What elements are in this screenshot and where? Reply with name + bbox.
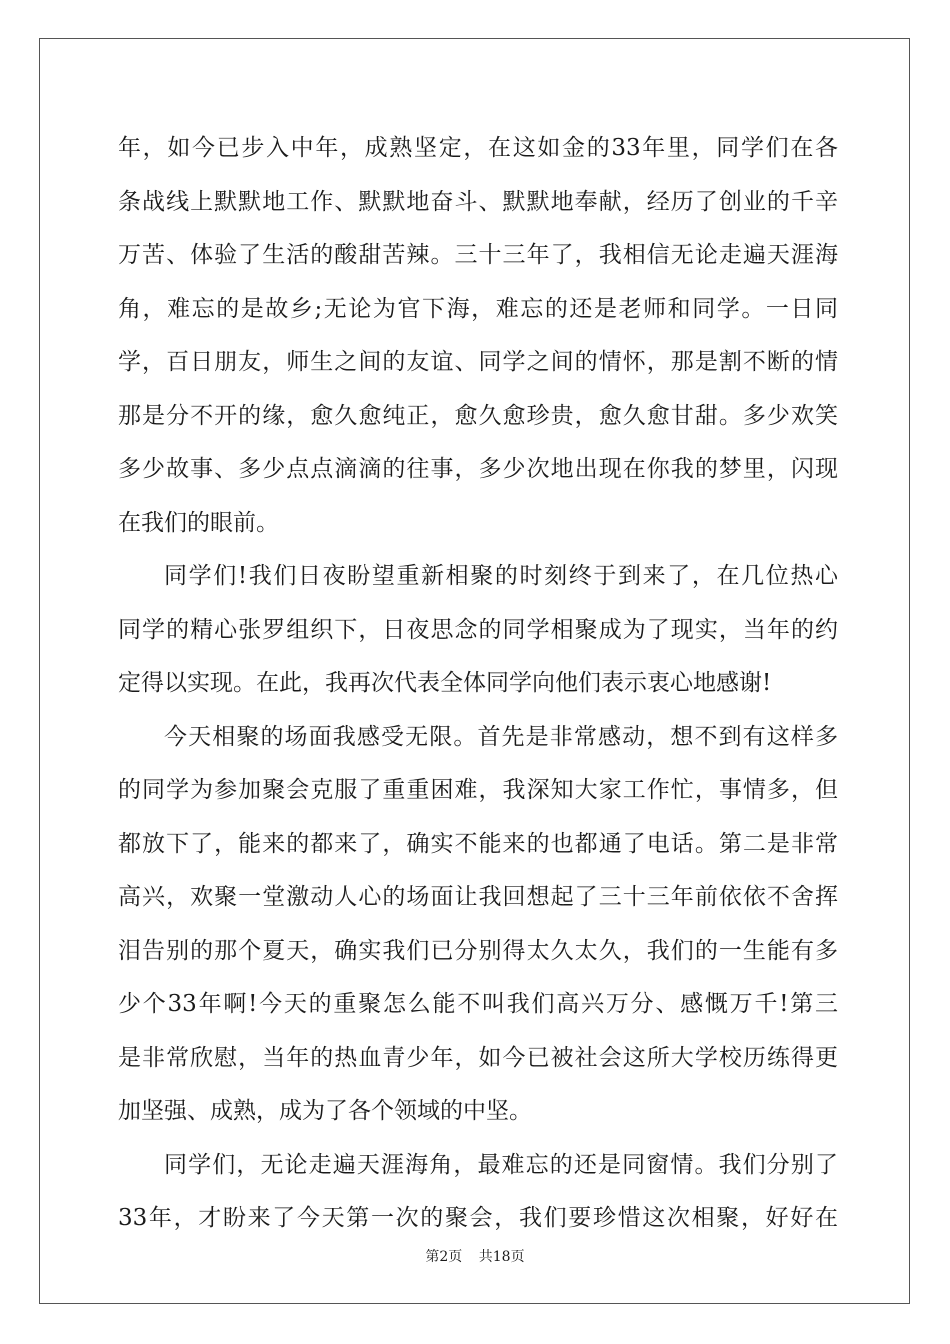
paragraph-line: 角，难忘的是故乡;无论为官下海，难忘的还是老师和同学。一日同: [118, 295, 838, 322]
paragraph-line: 少个33年啊!今天的重聚怎么能不叫我们高兴万分、感慨万千!第三: [118, 991, 838, 1017]
page-footer: [0, 1246, 950, 1266]
document-body: [118, 122, 838, 1246]
paragraph-line: 定得以实现。在此，我再次代表全体同学向他们表示衷心地感谢!: [118, 670, 772, 696]
paragraph-line: 万苦、体验了生活的酸甜苦辣。三十三年了，我相信无论走遍天涯海: [118, 242, 838, 268]
paragraph-line: 高兴，欢聚一堂激动人心的场面让我回想起了三十三年前依依不舍挥: [118, 884, 838, 910]
paragraph-line: 学，百日朋友，师生之间的友谊、同学之间的情怀，那是割不断的情: [118, 349, 838, 375]
paragraph-line: 在我们的眼前。: [118, 509, 279, 536]
paragraph-line: 那是分不开的缘，愈久愈纯正，愈久愈珍贵，愈久愈甘甜。多少欢笑: [118, 402, 838, 429]
paragraph-line: 今天相聚的场面我感受无限。首先是非常感动，想不到有这样多: [164, 723, 838, 750]
paragraph-line: 的同学为参加聚会克服了重重困难，我深知大家工作忙，事情多，但: [118, 777, 838, 803]
page-total: 共18页: [478, 1249, 525, 1265]
paragraph-line: 条战线上默默地工作、默默地奋斗、默默地奉献，经历了创业的千辛: [118, 188, 838, 215]
paragraph-line: 年，如今已步入中年，成熟坚定，在这如金的33年里，同学们在各: [118, 135, 838, 161]
paragraph-line: 加坚强、成熟，成为了各个领域的中坚。: [118, 1098, 532, 1124]
paragraph-line: 33年，才盼来了今天第一次的聚会，我们要珍惜这次相聚，好好在: [118, 1205, 838, 1231]
paragraph-line: 同学们，无论走遍天涯海角，最难忘的还是同窗情。我们分别了: [164, 1151, 838, 1178]
paragraph-line: 是非常欣慰，当年的热血青少年，如今已被社会这所大学校历练得更: [118, 1044, 838, 1071]
page-number: 第2页: [425, 1249, 463, 1265]
paragraph-line: 同学的精心张罗组织下，日夜思念的同学相聚成为了现实，当年的约: [118, 616, 838, 643]
paragraph-line: 都放下了，能来的都来了，确实不能来的也都通了电话。第二是非常: [118, 830, 838, 857]
paragraph-line: 多少故事、多少点点滴滴的往事，多少次地出现在你我的梦里，闪现: [118, 456, 838, 482]
paragraph-line: 泪告别的那个夏天，确实我们已分别得太久太久，我们的一生能有多: [118, 937, 838, 964]
paragraph-line: 同学们!我们日夜盼望重新相聚的时刻终于到来了，在几位热心: [164, 563, 838, 589]
